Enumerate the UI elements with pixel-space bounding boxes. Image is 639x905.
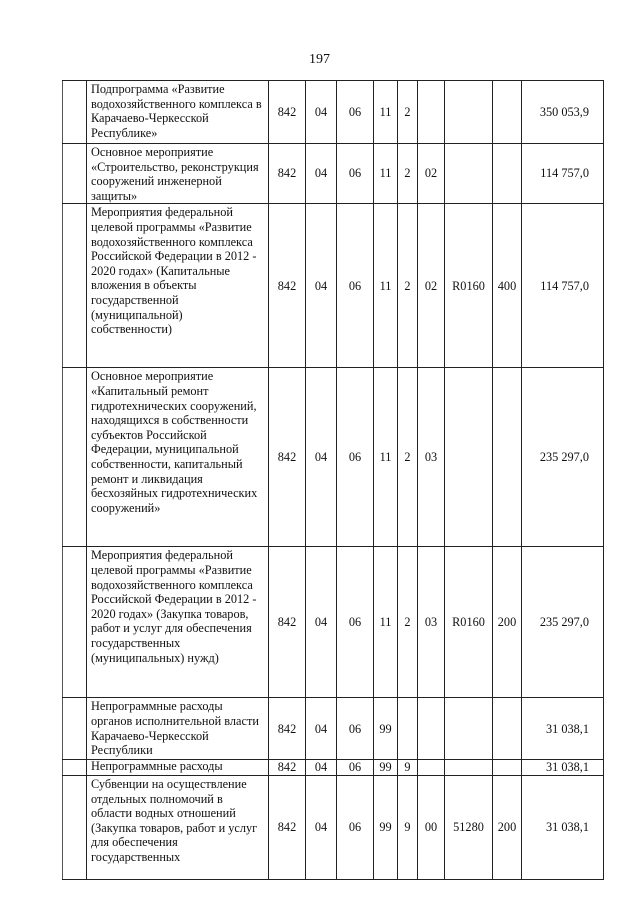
index-cell — [63, 760, 87, 776]
code-subprogram: 2 — [398, 368, 418, 547]
index-cell — [63, 204, 87, 368]
code-direction — [445, 368, 493, 547]
amount: 114 757,0 — [522, 204, 604, 368]
index-cell — [63, 775, 87, 879]
code-section: 04 — [306, 775, 337, 879]
index-cell — [63, 81, 87, 144]
item-name: Непрограммные расходы — [87, 760, 269, 776]
item-name: Непрограммные расходы органов исполнительной власти Карачаево-Черкесской Республики — [87, 698, 269, 760]
code-ministry: 842 — [269, 368, 306, 547]
code-program: 11 — [374, 81, 398, 144]
code-activity — [418, 698, 445, 760]
code-subprogram — [398, 698, 418, 760]
code-expense-type: 400 — [493, 204, 522, 368]
code-activity: 00 — [418, 775, 445, 879]
code-section: 04 — [306, 368, 337, 547]
code-section: 04 — [306, 760, 337, 776]
code-subprogram: 2 — [398, 81, 418, 144]
code-program: 99 — [374, 775, 398, 879]
code-ministry: 842 — [269, 775, 306, 879]
item-name — [87, 775, 269, 879]
code-program: 99 — [374, 760, 398, 776]
code-subsection: 06 — [337, 547, 374, 698]
code-subprogram: 9 — [398, 760, 418, 776]
code-activity: 02 — [418, 204, 445, 368]
index-cell — [63, 144, 87, 204]
code-subsection: 06 — [337, 760, 374, 776]
code-activity — [418, 81, 445, 144]
code-subsection: 06 — [337, 775, 374, 879]
amount: 31 038,1 — [522, 760, 604, 776]
code-program: 11 — [374, 368, 398, 547]
code-section: 04 — [306, 547, 337, 698]
table-row — [63, 547, 604, 698]
amount: 31 038,1 — [522, 698, 604, 760]
index-cell — [63, 547, 87, 698]
table-row — [63, 368, 604, 547]
index-cell — [63, 698, 87, 760]
table-row — [63, 760, 604, 776]
code-expense-type — [493, 368, 522, 547]
code-direction: 51280 — [445, 775, 493, 879]
code-subprogram: 2 — [398, 547, 418, 698]
amount: 235 297,0 — [522, 368, 604, 547]
code-subsection: 06 — [337, 81, 374, 144]
table-row — [63, 81, 604, 144]
code-subsection: 06 — [337, 204, 374, 368]
code-expense-type — [493, 760, 522, 776]
code-activity: 03 — [418, 368, 445, 547]
code-section: 04 — [306, 204, 337, 368]
code-program: 11 — [374, 547, 398, 698]
item-name: Мероприятия федеральной целевой программы «Развитие водохозяйственного комплекса Российской Федерации в 2012 - 2020 годах» (Закупка товаров, работ и услуг для обеспечения государственных (муниципальных) нужд) — [87, 547, 269, 698]
main-table — [62, 80, 604, 880]
code-ministry: 842 — [269, 144, 306, 204]
code-expense-type — [493, 698, 522, 760]
code-direction — [445, 144, 493, 204]
code-subprogram: 9 — [398, 775, 418, 879]
amount: 114 757,0 — [522, 144, 604, 204]
code-expense-type: 200 — [493, 547, 522, 698]
code-activity: 02 — [418, 144, 445, 204]
item-name: Мероприятия федеральной целевой программы «Развитие водохозяйственного комплекса Российской Федерации в 2012 - 2020 годах» (Капитальные вложения в объекты государственной (муниципальной) собственности) — [87, 204, 269, 368]
code-section: 04 — [306, 81, 337, 144]
amount: 350 053,9 — [522, 81, 604, 144]
code-direction: R0160 — [445, 547, 493, 698]
code-ministry: 842 — [269, 204, 306, 368]
amount: 235 297,0 — [522, 547, 604, 698]
table-row — [63, 775, 604, 879]
code-section: 04 — [306, 144, 337, 204]
code-direction — [445, 760, 493, 776]
code-expense-type: 200 — [493, 775, 522, 879]
page-number: 197 — [309, 52, 330, 67]
code-program: 99 — [374, 698, 398, 760]
item-name: Основное мероприятие «Строительство, реконструкция сооружений инженерной защиты» — [87, 144, 269, 204]
code-subsection: 06 — [337, 368, 374, 547]
item-name: Подпрограмма «Развитие водохозяйственного комплекса в Карачаево-Черкесской Республике» — [87, 81, 269, 144]
code-expense-type — [493, 144, 522, 204]
code-ministry: 842 — [269, 81, 306, 144]
table-row — [63, 204, 604, 368]
code-direction — [445, 698, 493, 760]
code-subprogram: 2 — [398, 204, 418, 368]
code-activity: 03 — [418, 547, 445, 698]
code-activity — [418, 760, 445, 776]
code-subsection: 06 — [337, 698, 374, 760]
code-subprogram: 2 — [398, 144, 418, 204]
index-cell — [63, 368, 87, 547]
item-name-text: Субвенции на осуществление отдельных полномочий в области водных отношений (Закупка товаров, работ и услуг для обеспечения государственных — [91, 776, 258, 864]
code-subsection: 06 — [337, 144, 374, 204]
code-section: 04 — [306, 698, 337, 760]
amount: 31 038,1 — [522, 775, 604, 879]
table-row — [63, 144, 604, 204]
code-expense-type — [493, 81, 522, 144]
code-program: 11 — [374, 204, 398, 368]
code-direction — [445, 81, 493, 144]
code-program: 11 — [374, 144, 398, 204]
code-ministry: 842 — [269, 698, 306, 760]
item-name: Основное мероприятие «Капитальный ремонт гидротехнических сооружений, находящихся в собственности субъектов Российской Федерации, муниципальной собственности, капитальный ремонт и ликвидация бесхозяйных гидротехнических сооружений» — [87, 368, 269, 547]
code-ministry: 842 — [269, 760, 306, 776]
table-row — [63, 698, 604, 760]
code-ministry: 842 — [269, 547, 306, 698]
code-direction: R0160 — [445, 204, 493, 368]
